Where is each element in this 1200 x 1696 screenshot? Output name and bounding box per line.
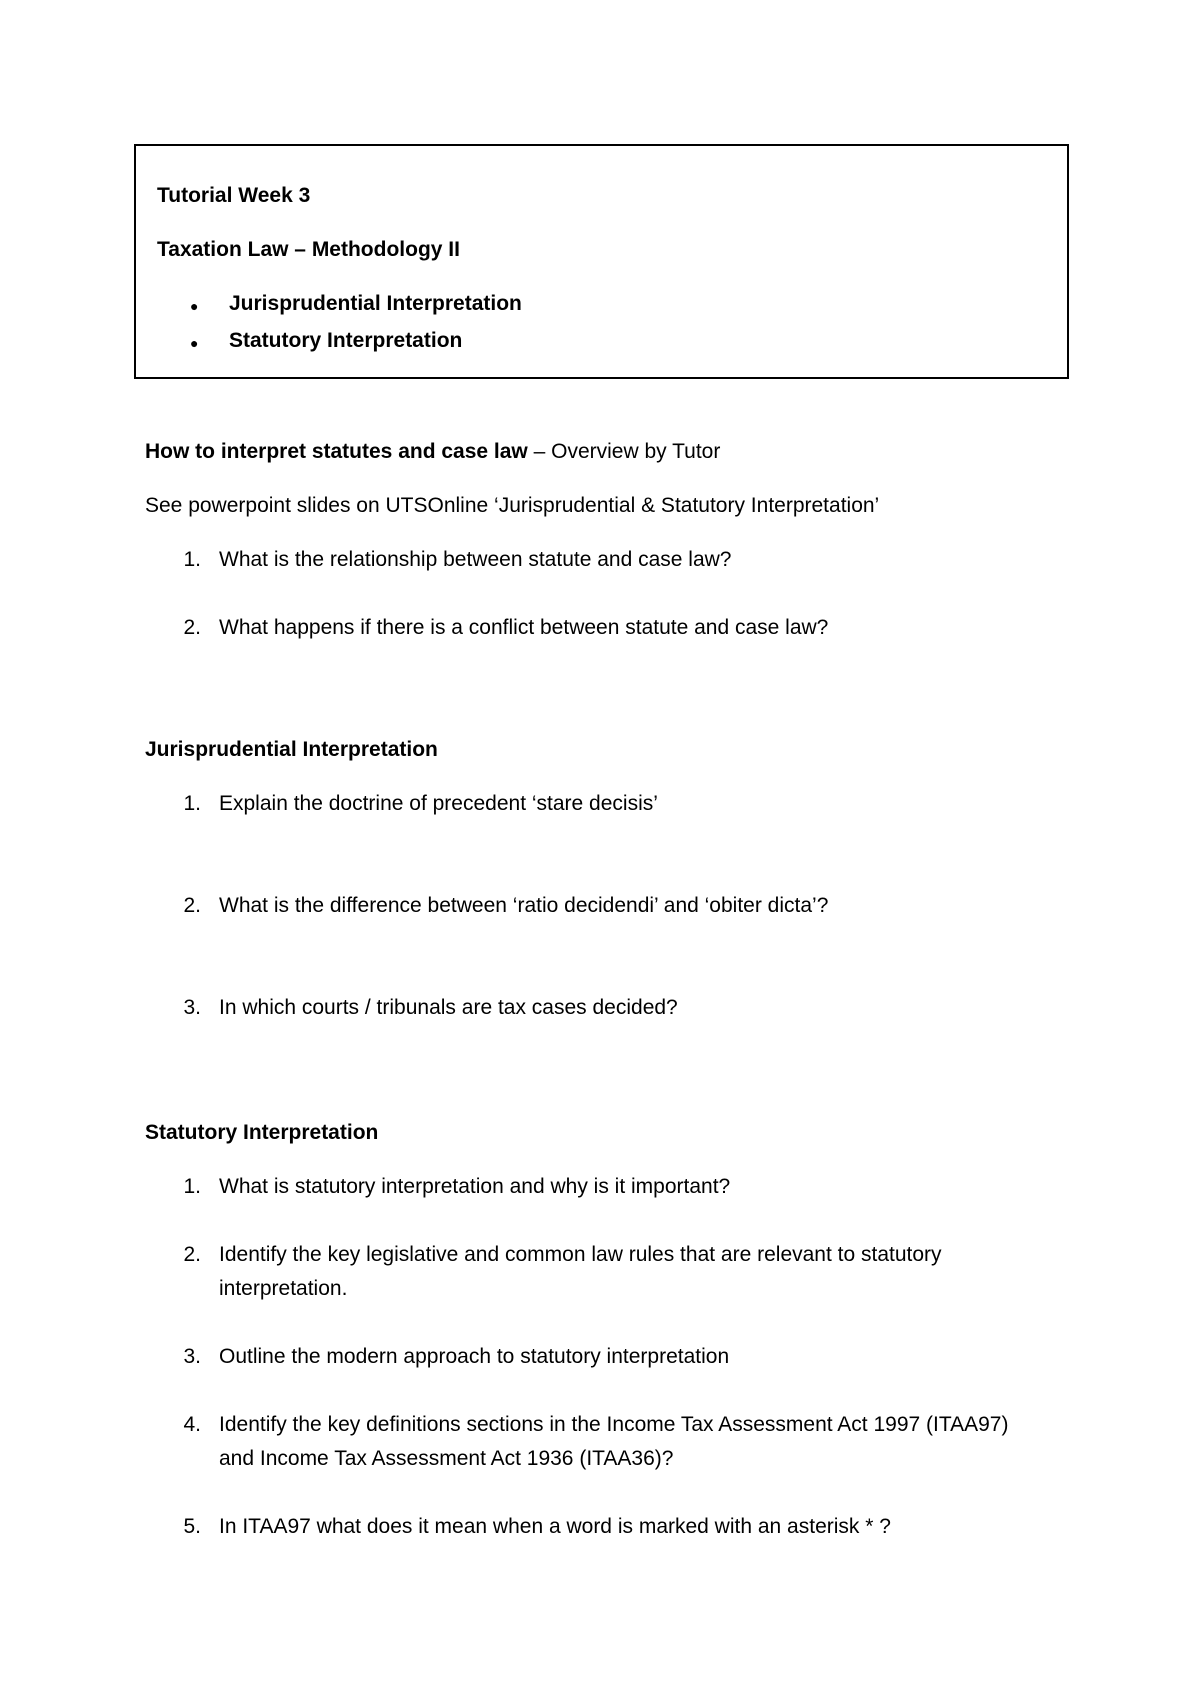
list-number: 3.	[183, 1345, 201, 1368]
overview-note: See powerpoint slides on UTSOnline ‘Jurisprudential & Statutory Interpretation’	[145, 494, 880, 517]
list-number: 2.	[183, 894, 201, 917]
overview-heading-rest: – Overview by Tutor	[527, 440, 721, 463]
list-number: 5.	[183, 1515, 201, 1538]
jurisprudential-item-2: What is the difference between ‘ratio decidendi’ and ‘obiter dicta’?	[219, 894, 829, 917]
jurisprudential-heading: Jurisprudential Interpretation	[145, 738, 438, 761]
list-number: 1.	[183, 792, 201, 815]
list-number: 3.	[183, 996, 201, 1019]
tutorial-subtitle: Taxation Law – Methodology II	[157, 238, 460, 261]
jurisprudential-item-3: In which courts / tribunals are tax cases decided?	[219, 996, 678, 1019]
statutory-item-5: In ITAA97 what does it mean when a word is marked with an asterisk * ?	[219, 1515, 891, 1538]
list-number: 2.	[183, 1243, 201, 1266]
bullet-icon: ●	[190, 335, 199, 351]
list-number: 4.	[183, 1413, 201, 1436]
overview-heading	[145, 440, 720, 464]
statutory-item-4-line-2: and Income Tax Assessment Act 1936 (ITAA36)?	[219, 1447, 674, 1470]
statutory-item-3: Outline the modern approach to statutory interpretation	[219, 1345, 730, 1368]
statutory-item-2-line-2: interpretation.	[219, 1277, 348, 1300]
bullet-icon: ●	[190, 298, 199, 314]
header-bullet-2: Statutory Interpretation	[229, 329, 463, 352]
statutory-item-4-line-1: Identify the key definitions sections in the Income Tax Assessment Act 1997 (ITAA97)	[219, 1413, 1009, 1436]
list-number: 1.	[183, 1175, 201, 1198]
overview-item-2: What happens if there is a conflict between statute and case law?	[219, 616, 829, 639]
statutory-item-2-line-1: Identify the key legislative and common law rules that are relevant to statutory	[219, 1243, 942, 1266]
jurisprudential-item-1: Explain the doctrine of precedent ‘stare decisis’	[219, 792, 658, 815]
list-number: 2.	[183, 616, 201, 639]
statutory-heading: Statutory Interpretation	[145, 1121, 379, 1144]
overview-heading-bold: How to interpret statutes and case law	[145, 440, 528, 463]
tutorial-title: Tutorial Week 3	[157, 184, 311, 207]
overview-item-1: What is the relationship between statute and case law?	[219, 548, 732, 571]
statutory-item-1: What is statutory interpretation and why is it important?	[219, 1175, 731, 1198]
list-number: 1.	[183, 548, 201, 571]
header-bullet-1: Jurisprudential Interpretation	[229, 292, 522, 315]
